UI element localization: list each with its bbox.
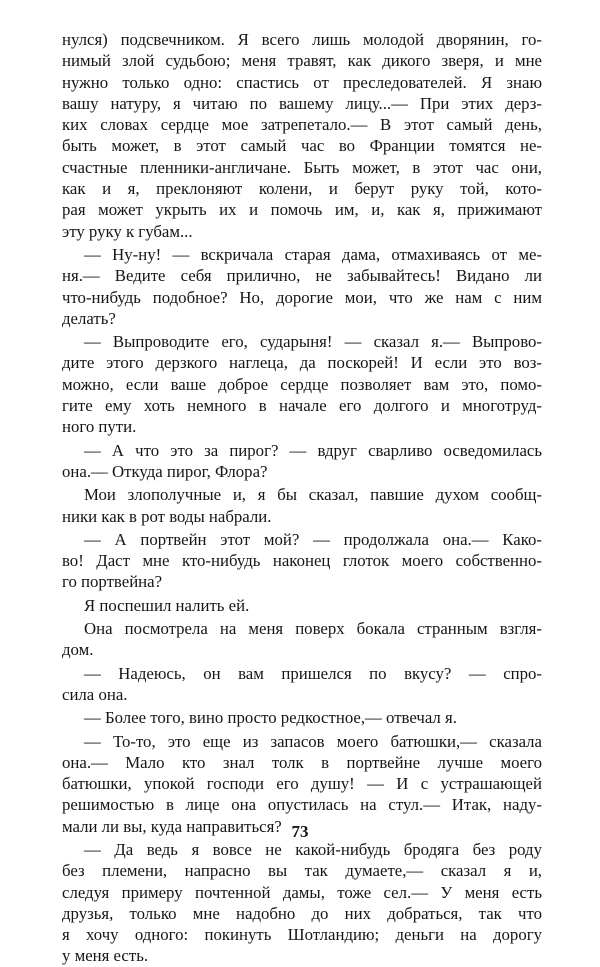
text-line: нимый злой судьбою; меня травят, как дикого зверя, и мне (62, 51, 542, 71)
text-line: эту руку к губам... (62, 221, 193, 241)
text-line: можно, если ваше доброе сердце позволяет вам это, помо- (62, 374, 542, 394)
text-line: рая может укрыть их и помочь им, и, как я, прижимают (62, 200, 542, 220)
paragraph (62, 707, 542, 728)
paragraph (62, 839, 542, 967)
text-line: — Более того, вино просто редкостное,— отвечал я. (84, 708, 457, 728)
text-line: — А что это за пирог? — вдруг сварливо осведомилась (84, 440, 542, 460)
text-line: гите ему хоть немного в начале его долгого и многотруд- (62, 396, 542, 416)
text-line: ного пути. (62, 417, 137, 437)
paragraph (62, 731, 542, 837)
paragraph (62, 529, 542, 593)
text-line: сила она. (62, 684, 128, 704)
text-line: Она посмотрела на меня поверх бокала странным взгля- (84, 619, 542, 639)
paragraph (62, 595, 542, 616)
paragraph (62, 484, 542, 527)
text-line: Мои злополучные и, я бы сказал, павшие духом сообщ- (84, 485, 542, 505)
text-line: во! Даст мне кто-нибудь наконец глоток моего собственно- (62, 551, 542, 571)
text-line: без племени, напрасно вы так думаете,— сказал я и, (62, 861, 542, 881)
text-line: дом. (62, 640, 94, 660)
text-line: следуя примеру почтенной дамы, тоже сел.— У меня есть (62, 882, 542, 902)
text-line: нулся) подсвечником. Я всего лишь молодой дворянин, го- (62, 30, 542, 49)
text-line: — То-то, это еще из запасов моего батюшки,— сказала (84, 731, 542, 751)
text-line: — Ну-ну! — вскричала старая дама, отмахиваясь от ме- (84, 244, 542, 264)
text-line: — А портвейн этот мой? — продолжала она.— Како- (84, 529, 542, 549)
text-line: — Надеюсь, он вам пришелся по вкусу? — спро- (84, 663, 542, 683)
paragraph (62, 244, 542, 329)
text-line: ники как в рот воды набрали. (62, 506, 272, 526)
text-line: делать? (62, 308, 116, 328)
text-line: — Да ведь я вовсе не какой-нибудь бродяга без роду (84, 839, 542, 859)
text-line: нужно только одно: спастись от преследователей. Я знаю (62, 72, 542, 92)
text-line: дите этого дерзкого наглеца, да поскорей! И если это воз- (62, 353, 542, 373)
text-line: — Выпроводите его, сударыня! — сказал я.— Выпрово- (84, 332, 542, 352)
text-line: она.— Мало кто знал толк в портвейне лучше моего (62, 752, 542, 772)
paragraph (62, 29, 542, 242)
text-line: вашу натуру, я читаю по вашему лицу...— При этих дерз- (62, 93, 542, 113)
text-line: батюшки, упокой господи его душу! — И с устрашающей (62, 774, 542, 794)
text-line: она.— Откуда пирог, Флора? (62, 461, 268, 481)
text-line: ня.— Ведите себя прилично, не забывайтесь! Видано ли (62, 266, 542, 286)
text-line: Я поспешил налить ей. (84, 595, 250, 615)
text-line: решимостью в лице она опустилась на стул.— Итак, наду- (62, 795, 542, 815)
text-line: ких словах сердце мое затрепетало.— В этот самый день, (62, 115, 542, 135)
text-line: как и я, преклоняют колени, и берут руку той, кото- (62, 179, 542, 199)
text-line: быть может, в этот самый час во Франции томятся не- (62, 136, 542, 156)
text-line: что-нибудь подобное? Но, дорогие мои, что же нам с ним (62, 287, 542, 307)
page-number: 73 (291, 822, 309, 841)
text-line: го портвейна? (62, 572, 163, 592)
text-line: у меня есть. (62, 946, 149, 966)
paragraph (62, 331, 542, 437)
text-line: мали ли вы, куда направиться? (62, 816, 282, 836)
text-line: я хочу одного: покинуть Шотландию; деньги на дорогу (62, 925, 542, 945)
text-line: друзья, только мне надобно до них добраться, так что (62, 903, 542, 923)
text-line: счастные пленники-англичане. Быть может, в этот час они, (62, 157, 542, 177)
paragraph (62, 440, 542, 483)
paragraph (62, 618, 542, 661)
paragraph (62, 663, 542, 706)
